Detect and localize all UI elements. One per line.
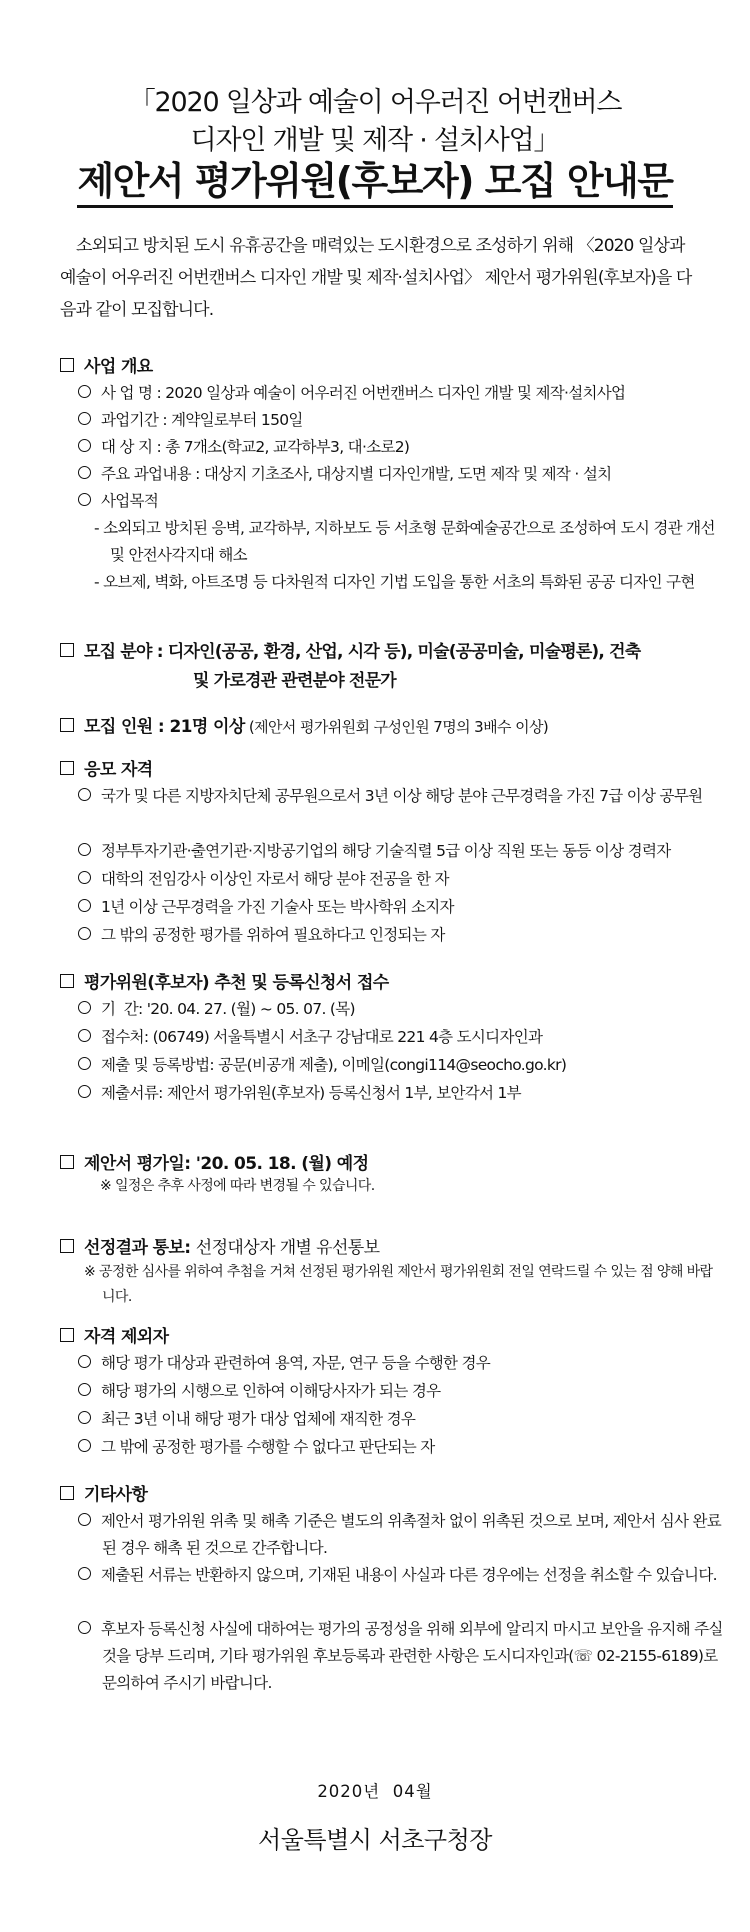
list-item: 제출된 서류는 반환하지 않으며, 기재된 내용이 사실과 다른 경우에는 선정을 취소할 수 있습니다.: [78, 1562, 732, 1589]
document-date: 2020년 04월: [317, 1782, 433, 1801]
section-heading: 사업 개요: [84, 357, 153, 377]
checkbox-icon: [60, 974, 74, 988]
circle-bullet-icon: [78, 1567, 91, 1580]
list-item: 대학의 전임강사 이상인 자로서 해당 분야 전공을 한 자: [78, 866, 708, 893]
list-item: 기 간: '20. 04. 27. (월) ~ 05. 07. (목): [78, 996, 708, 1023]
checkbox-icon: [60, 1328, 74, 1342]
list-item: 접수처: (06749) 서울특별시 서초구 강남대로 221 4층 도시디자인과: [78, 1024, 708, 1051]
section-field: 모집 분야 : 디자인(공공, 환경, 산업, 시각 등), 미술(공공미술, 미술평론), 건축 및 가로경관 관련분야 전문가: [60, 638, 720, 696]
list-item: 그 밖의 공정한 평가를 위하여 필요하다고 인정되는 자: [78, 922, 708, 949]
circle-bullet-icon: [78, 1029, 91, 1042]
section-evaluation: 제안서 평가일: '20. 05. 18. (월) 예정: [60, 1149, 720, 1174]
circle-bullet-icon: [78, 1411, 91, 1424]
intro-paragraph: 소외되고 방치된 도시 유휴공간을 매력있는 도시환경으로 조성하기 위해 〈2020 일상과 예술이 어우러진 어번캔버스 디자인 개발 및 제작·설치사업〉 제안서 평가위원(후보자)을 다음과 같이 모집합니다.: [60, 236, 692, 320]
circle-bullet-icon: [78, 1085, 91, 1098]
list-item: 제안서 평가위원 위촉 및 해촉 기준은 별도의 위촉절차 없이 위촉된 것으로 보며, 제안서 심사 완료된 경우 해촉 된 것으로 간주합니다.: [78, 1508, 732, 1562]
list-item: 최근 3년 이내 해당 평가 대상 업체에 재직한 경우: [78, 1406, 708, 1433]
title-line-2: 디자인 개발 및 제작 · 설치사업」: [190, 125, 560, 156]
checkbox-icon: [60, 1239, 74, 1253]
checkbox-icon: [60, 1486, 74, 1500]
result-note: ※ 공정한 심사를 위하여 추첨을 거쳐 선정된 평가위원 제안서 평가위원회 전일 연락드릴 수 있는 점 양해 바랍니다.: [84, 1264, 713, 1305]
main-title: [0, 150, 750, 205]
purpose-item: - 소외되고 방치된 응벽, 교각하부, 지하보도 등 서초형 문화예술공간으로 조성하여 도시 경관 개선 및 안전사각지대 해소: [94, 519, 715, 564]
circle-bullet-icon: [78, 1621, 91, 1634]
checkbox-icon: [60, 761, 74, 775]
signature: 서울특별시 서초구청장: [258, 1826, 492, 1854]
purpose-item: - 오브제, 벽화, 아트조명 등 다차원적 디자인 기법 도입을 통한 서초의 특화된 공공 디자인 구현: [94, 573, 695, 591]
circle-bullet-icon: [78, 1057, 91, 1070]
list-item: 1년 이상 근무경력을 가진 기술사 또는 박사학위 소지자: [78, 894, 708, 921]
list-item: 과업기간 : 계약일로부터 150일: [78, 407, 708, 434]
list-item: 후보자 등록신청 사실에 대하여는 평가의 공정성을 위해 외부에 알리지 마시고 보안을 유지해 주실 것을 당부 드리며, 기타 평가위원 후보등록과 관련한 사항은 도시디자인과(☏ 02-2155-6189)로 문의하여 주시기 바랍니다.: [78, 1616, 732, 1697]
list-item: 사업목적: [78, 488, 708, 515]
list-item: 주요 과업내용 : 대상지 기초조사, 대상지별 디자인개발, 도면 제작 및 제작 · 설치: [78, 461, 708, 488]
section-qualification: 응모 자격: [60, 755, 720, 780]
list-item: 정부투자기관·출연기관·지방공기업의 해당 기술직렬 5급 이상 직원 또는 동등 이상 경력자: [78, 838, 708, 865]
circle-bullet-icon: [78, 871, 91, 884]
circle-bullet-icon: [78, 385, 91, 398]
circle-bullet-icon: [78, 1001, 91, 1014]
evaluation-note: ※ 일정은 추후 사정에 따라 변경될 수 있습니다.: [100, 1178, 375, 1194]
checkbox-icon: [60, 358, 74, 372]
circle-bullet-icon: [78, 788, 91, 801]
list-item: 그 밖에 공정한 평가를 수행할 수 없다고 판단되는 자: [78, 1434, 708, 1461]
section-count: 모집 인원 : 21명 이상 (제안서 평가위원회 구성인원 7명의 3배수 이상): [60, 712, 720, 737]
circle-bullet-icon: [78, 927, 91, 940]
circle-bullet-icon: [78, 1439, 91, 1452]
circle-bullet-icon: [78, 439, 91, 452]
list-item: 국가 및 다른 지방자치단체 공무원으로서 3년 이상 해당 분야 근무경력을 가진 7급 이상 공무원: [78, 783, 732, 810]
list-item: 사 업 명 : 2020 일상과 예술이 어우러진 어번캔버스 디자인 개발 및 제작·설치사업: [78, 380, 708, 407]
list-item: 제출서류: 제안서 평가위원(후보자) 등록신청서 1부, 보안각서 1부: [78, 1080, 708, 1107]
list-item: 제출 및 등록방법: 공문(비공개 제출), 이메일(congi114@seocho.go.kr): [78, 1052, 708, 1079]
list-item: 해당 평가의 시행으로 인하여 이해당사자가 되는 경우: [78, 1378, 708, 1405]
circle-bullet-icon: [78, 466, 91, 479]
section-application: 평가위원(후보자) 추천 및 등록신청서 접수: [60, 968, 720, 993]
section-etc: 기타사항: [60, 1480, 720, 1505]
checkbox-icon: [60, 643, 74, 657]
circle-bullet-icon: [78, 493, 91, 506]
circle-bullet-icon: [78, 843, 91, 856]
title-line-1: 「2020 일상과 예술이 어우러진 어번캔버스: [128, 87, 622, 118]
circle-bullet-icon: [78, 1513, 91, 1526]
checkbox-icon: [60, 718, 74, 732]
checkbox-icon: [60, 1155, 74, 1169]
main-title-text: 제안서 평가위원(후보자) 모집 안내문: [77, 159, 672, 208]
circle-bullet-icon: [78, 412, 91, 425]
circle-bullet-icon: [78, 1383, 91, 1396]
section-overview: [60, 352, 720, 377]
circle-bullet-icon: [78, 899, 91, 912]
section-exclusion: 자격 제외자: [60, 1322, 720, 1347]
circle-bullet-icon: [78, 1355, 91, 1368]
section-result: 선정결과 통보: 선정대상자 개별 유선통보: [60, 1233, 720, 1258]
list-item: 대 상 지 : 총 7개소(학교2, 교각하부3, 대·소로2): [78, 434, 708, 461]
list-item: 해당 평가 대상과 관련하여 용역, 자문, 연구 등을 수행한 경우: [78, 1350, 708, 1377]
